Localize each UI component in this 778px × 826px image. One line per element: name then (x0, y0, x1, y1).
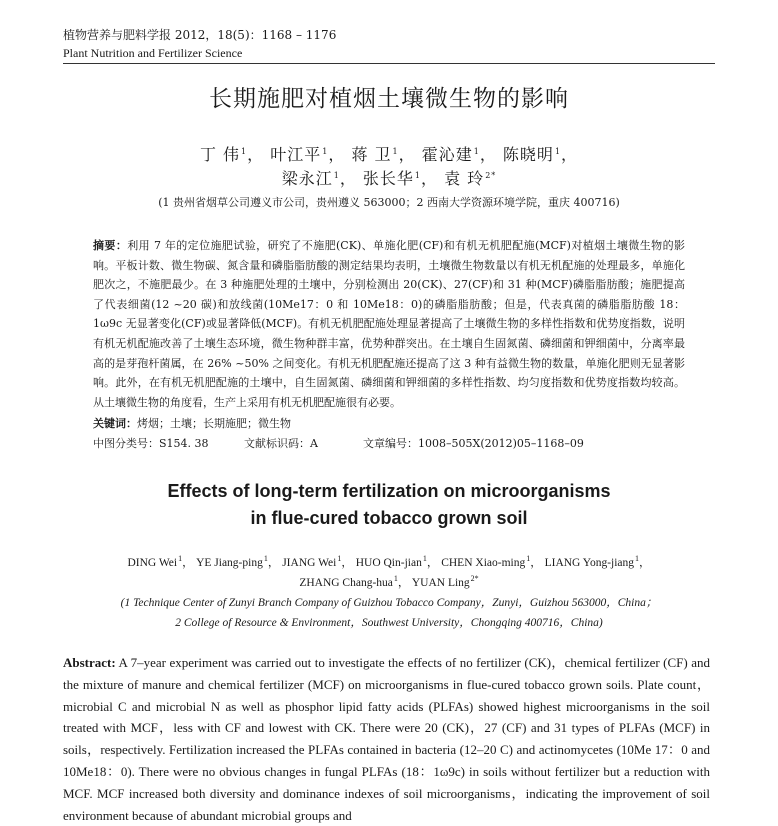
author-cn: 蒋 卫 (351, 145, 392, 164)
document-code: 文献标识码：A (244, 437, 318, 450)
author-cn: 张长华 (362, 169, 414, 188)
author-en: YE Jiang-ping (196, 557, 263, 569)
author-mark: 1 (392, 146, 399, 156)
author-cn: 霍沁建 (421, 145, 473, 164)
journal-name-en: Plant Nutrition and Fertilizer Science (63, 46, 243, 60)
author-mark: 2* (485, 170, 497, 180)
author-mark: 1 (263, 554, 268, 564)
author-cn: 陈晓明 (502, 145, 554, 164)
author-mark: 1 (526, 554, 531, 564)
keywords-cn (93, 415, 291, 431)
author-mark: 1 (322, 146, 329, 156)
paper-title-en-line1: Effects of long-term fertilization on microorganisms (167, 481, 611, 501)
author-mark: 1 (393, 574, 398, 584)
author-cn: 丁 伟 (199, 145, 241, 164)
author-mark: 1 (337, 554, 342, 564)
keywords-cn-text: 烤烟；土壤；长期施肥；微生物 (137, 417, 291, 430)
author-mark: 1 (241, 146, 248, 156)
abstract-cn-label: 摘要： (93, 239, 128, 252)
author-mark: 1 (473, 146, 480, 156)
author-mark: 1 (422, 554, 427, 564)
paper-title-en-line2: in flue-cured tobacco grown soil (250, 508, 528, 528)
clc-number: 中图分类号：S154. 38 (93, 437, 209, 450)
journal-citation-cn: 植物营养与肥料学报 2012，18(5)：1168 – 1176 (63, 28, 337, 42)
authors-en-line1: DING Wei$^1$， YE Jiang-ping$^1$， JIANG Wei$^1$， HUO Qin-jian$^1$， CHEN Xiao-ming$^1$， LIANG Yong-jiang$^1$， (127, 554, 651, 569)
abstract-cn-text: 利用 7 年的定位施肥试验，研究了不施肥(CK)、单施化肥(CF)和有机无机肥配施(MCF)对植烟土壤微生物的影响。平板计数、微生物碳、氮含量和磷脂脂肪酸的测定结果均表明，土壤微生物数量以有机无机配施的处理最多，单施化肥次之，不施肥最少。在 3 种施肥处理的土壤中，分别检测出 20(CK)、27(CF)和 31 种(MCF)磷脂脂肪酸；施肥提高了代表细菌(12 ~20 碳)和放线菌(10Me17：0 和 10Me18：0)的磷脂脂肪酸；但是，代表真菌的磷脂脂肪酸 18：1ω9c 无显著变化(CF)或显著降低(MCF)。有机无机肥配施处理显著提高了土壤微生物的多样性指数和优势度指数，说明有机无机配施改善了土壤生态环境，微生物种群丰富，优势种群突出。在土壤自生固氮菌、磷细菌和钾细菌中，分离率最高的是芽孢杆菌属，在 26% ~50% 之间变化。有机无机肥配施还提高了这 3 种有益微生物的数量，单施化肥则无显著影响。此外，在有机无机肥配施的土壤中，自生固氮菌、磷细菌和钾细菌的多样性指数、均匀度指数和优势度指数均较高。从土壤微生物的角度看，生产上采用有机无机肥配施很有必要。 (93, 239, 686, 409)
author-cn: 叶江平 (270, 145, 322, 164)
author-cn: 袁 玲 (444, 169, 485, 188)
author-mark: 2* (470, 574, 479, 584)
author-mark: 1 (554, 146, 562, 156)
paper-title-cn: 长期施肥对植烟土壤微生物的影响 (209, 86, 569, 112)
authors-cn-line1: 丁 伟$^1$， 叶江平$^1$， 蒋 卫$^1$， 霍沁建$^1$， 陈晓明$^1$， (199, 145, 579, 164)
affiliation-en-line2: 2 College of Resource & Environment，Southwest University，Chongqing 400716，China) (175, 617, 603, 629)
author-en: DING Wei (127, 557, 178, 569)
paper-title-en (0, 478, 778, 532)
author-en: ZHANG Chang-hua (299, 577, 393, 589)
author-en: JIANG Wei (282, 557, 337, 569)
author-en: YUAN Ling (411, 577, 470, 589)
affiliation-cn: (1 贵州省烟草公司遵义市公司，贵州遵义 563000；2 西南大学资源环境学院，重庆 400716) (158, 196, 620, 209)
author-en: HUO Qin-jian (355, 557, 422, 569)
header-divider (63, 63, 715, 64)
author-mark: 1 (178, 554, 183, 564)
abstract-en-text: A 7–year experiment was carried out to investigate the effects of no fertilizer (CK)，chemical fertilizer (CF) and the mixture of manure and chemical fertilizer (MCF) on microorganisms in flue-cured tobacco grown soils. Plate count，microbial C and microbial N as well as phosphor lipid fatty acids (PLFAs) showed highest microorganisms in the soil treated with MCF，less with CF and lowest with CK. There were 20 (CK)，27 (CF) and 31 types of PLFAs (MCF) in soils，respectively. Fertilization increased the PLFAs contained in bacteria (12–20 C) and actinomycetes (10Me 17：0 and 10Me18：0). There were no obvious changes in fungal PLFAs (18：1ω9c) in soils without fertilizer but a reduction with MCF. MCF increased both diversity and dominance indexes of soil microorganisms，indicating the improvement of soil environment because of abundant microbial groups and (63, 655, 710, 823)
author-mark: 1 (414, 170, 422, 180)
author-en: CHEN Xiao-ming (441, 557, 526, 569)
keywords-cn-label: 关键词： (93, 417, 137, 430)
abstract-en (63, 652, 710, 826)
author-en: LIANG Yong-jiang (544, 557, 635, 569)
abstract-en-label: Abstract: (63, 655, 116, 670)
affiliation-en-line1: (1 Technique Center of Zunyi Branch Company of Guizhou Tobacco Company，Zunyi，Guizhou 563000，China； (120, 597, 658, 609)
authors-en-line2: ZHANG Chang-hua$^1$， YUAN Ling$^{2*}$ (299, 574, 479, 589)
abstract-cn (93, 236, 685, 412)
author-mark: 1 (333, 170, 340, 180)
article-number: 文章编号：1008–505X(2012)05–1168–09 (363, 437, 584, 450)
authors-cn-line2: 梁永江$^1$， 张长华$^1$， 袁 玲$^{2*}$ (281, 169, 497, 188)
author-mark: 1 (635, 554, 640, 564)
author-cn: 梁永江 (281, 169, 333, 188)
